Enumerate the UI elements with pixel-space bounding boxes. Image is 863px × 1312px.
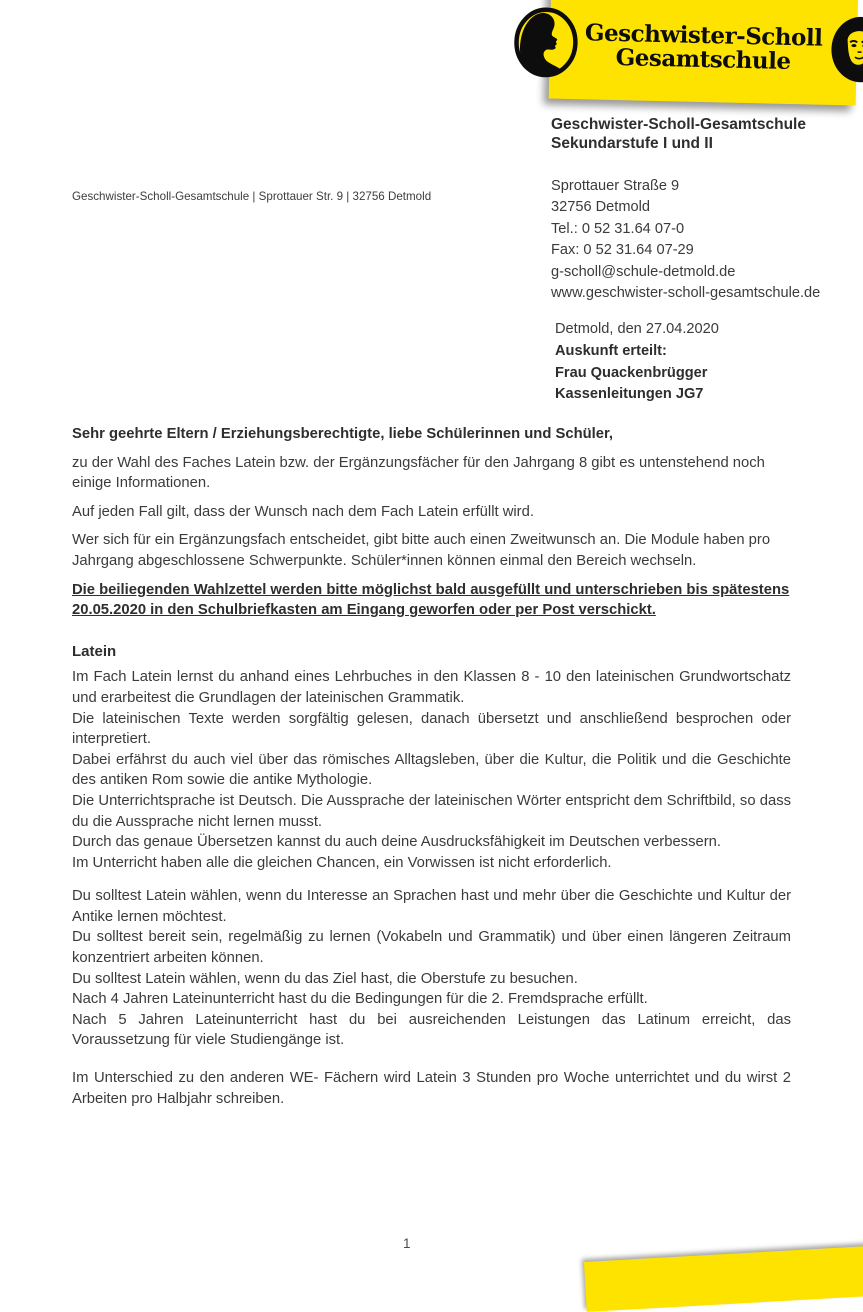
intro-paragraph: Auf jeden Fall gilt, dass der Wunsch nach dem Fach Latein erfüllt wird. <box>72 503 534 520</box>
choice-paragraph: Du solltest Latein wählen, wenn du Interesse an Sprachen hast und mehr über die Geschichte und Kultur der Antike lernen möchtest. <box>72 888 791 925</box>
contact-label: Auskunft erteilt: <box>555 343 667 360</box>
female-portrait-silhouette-icon <box>828 11 863 91</box>
bottom-accent-band <box>584 1244 863 1312</box>
address-block <box>551 176 856 304</box>
contact-name: Frau Quackenbrügger <box>555 364 708 381</box>
salutation: Sehr geehrte Eltern / Erziehungsberechtigte, liebe Schülerinnen und Schüler, <box>72 426 614 442</box>
school-name: Geschwister-Scholl-Gesamtschule <box>551 116 806 133</box>
latein-paragraph: Durch das genaue Übersetzen kannst du auch deine Ausdrucksfähigkeit im Deutschen verbessern. <box>72 834 721 851</box>
closing-paragraph: Im Unterschied zu den anderen WE- Fächern wird Latein 3 Stunden pro Woche unterrichtet und du wirst 2 Arbeiten pro Halbjahr schreiben. <box>72 1070 791 1107</box>
contact-role: Kassenleitungen JG7 <box>555 386 704 403</box>
male-profile-silhouette-icon <box>513 4 579 84</box>
latein-paragraph: Die Unterrichtsprache ist Deutsch. Die Aussprache der lateinischen Wörter entspricht dem Schriftbild, so dass du die Aussprache nicht lernen musst. <box>72 792 791 830</box>
latein-paragraph: Im Unterricht haben alle die gleichen Chancen, ein Vorwissen ist nicht erforderlich. <box>72 854 612 871</box>
choice-paragraph: Du solltest bereit sein, regelmäßig zu lernen (Vokabeln und Grammatik) und über einen längeren Zeitraum konzentriert arbeiten können. <box>72 929 791 967</box>
city-line: 32756 Detmold <box>551 199 650 216</box>
logo-wordmark <box>584 21 823 74</box>
school-subtitle: Sekundarstufe I und II <box>551 135 713 152</box>
intro-paragraph: zu der Wahl des Faches Latein bzw. der Ergänzungsfächer für den Jahrgang 8 gibt es untenstehend noch einige Informationen. <box>72 454 765 492</box>
date-contact-block <box>551 319 856 405</box>
intro-paragraph: Wer sich für ein Ergänzungsfach entscheidet, gibt bitte auch einen Zweitwunsch an. Die Module haben pro Jahrgang abgeschlossene Schwerpunkte. Schüler*innen können einmal den Bereich wechseln. <box>72 532 771 569</box>
page-number: 1 <box>403 1236 411 1251</box>
email-text: g-scholl@schule-detmold.de <box>551 263 736 280</box>
logo-banner <box>549 0 859 105</box>
date-line: Detmold, den 27.04.2020 <box>555 321 719 338</box>
choice-paragraph: Nach 5 Jahren Lateinunterricht hast du bei ausreichenden Leistungen das Latinum erreicht, das Voraussetzung für viele Studiengänge ist. <box>72 1011 791 1049</box>
street-line: Sprottauer Straße 9 <box>551 178 680 194</box>
latein-paragraph: Dabei erfährst du auch viel über das römisches Alltagsleben, über die Kultur, die Politik und die Geschichte des antiken Rom sowie die antike Mythologie. <box>72 751 791 789</box>
letterhead-right-column <box>551 115 856 406</box>
fax-line: Fax: 0 52 31.64 07-29 <box>551 242 694 259</box>
latein-paragraph: Im Fach Latein lernst du anhand eines Lehrbuches in den Klassen 8 - 10 den lateinischen Grundwortschatz und erarbeitest die Grundlagen der lateinischen Grammatik. <box>72 669 791 706</box>
important-notice: Die beiliegenden Wahlzettel werden bitte möglichst bald ausgefüllt und unterschrieben bis spätestens 20.05.2020 in den Schulbriefkasten am Eingang geworfen oder per Post verschickt. <box>72 581 790 619</box>
choice-paragraph: Du solltest Latein wählen, wenn du das Ziel hast, die Oberstufe zu besuchen. <box>72 970 578 987</box>
logo-title-line1: Geschwister-Scholl <box>584 19 823 52</box>
choice-paragraph: Nach 4 Jahren Lateinunterricht hast du die Bedingungen für die 2. Fremdsprache erfüllt. <box>72 991 648 1008</box>
sender-line: Geschwister-Scholl-Gesamtschule | Sprottauer Str. 9 | 32756 Detmold <box>72 190 432 203</box>
phone-line: Tel.: 0 52 31.64 07-0 <box>551 220 685 237</box>
logo-title-line2: Gesamtschule <box>615 44 791 75</box>
latein-paragraph: Die lateinischen Texte werden sorgfältig gelesen, danach übersetzt und anschließend besprochen oder interpretiert. <box>72 710 791 748</box>
letter-body <box>72 424 791 1109</box>
section-heading-latein: Latein <box>72 642 117 660</box>
website-text: www.geschwister-scholl-gesamtschule.de <box>551 285 821 302</box>
